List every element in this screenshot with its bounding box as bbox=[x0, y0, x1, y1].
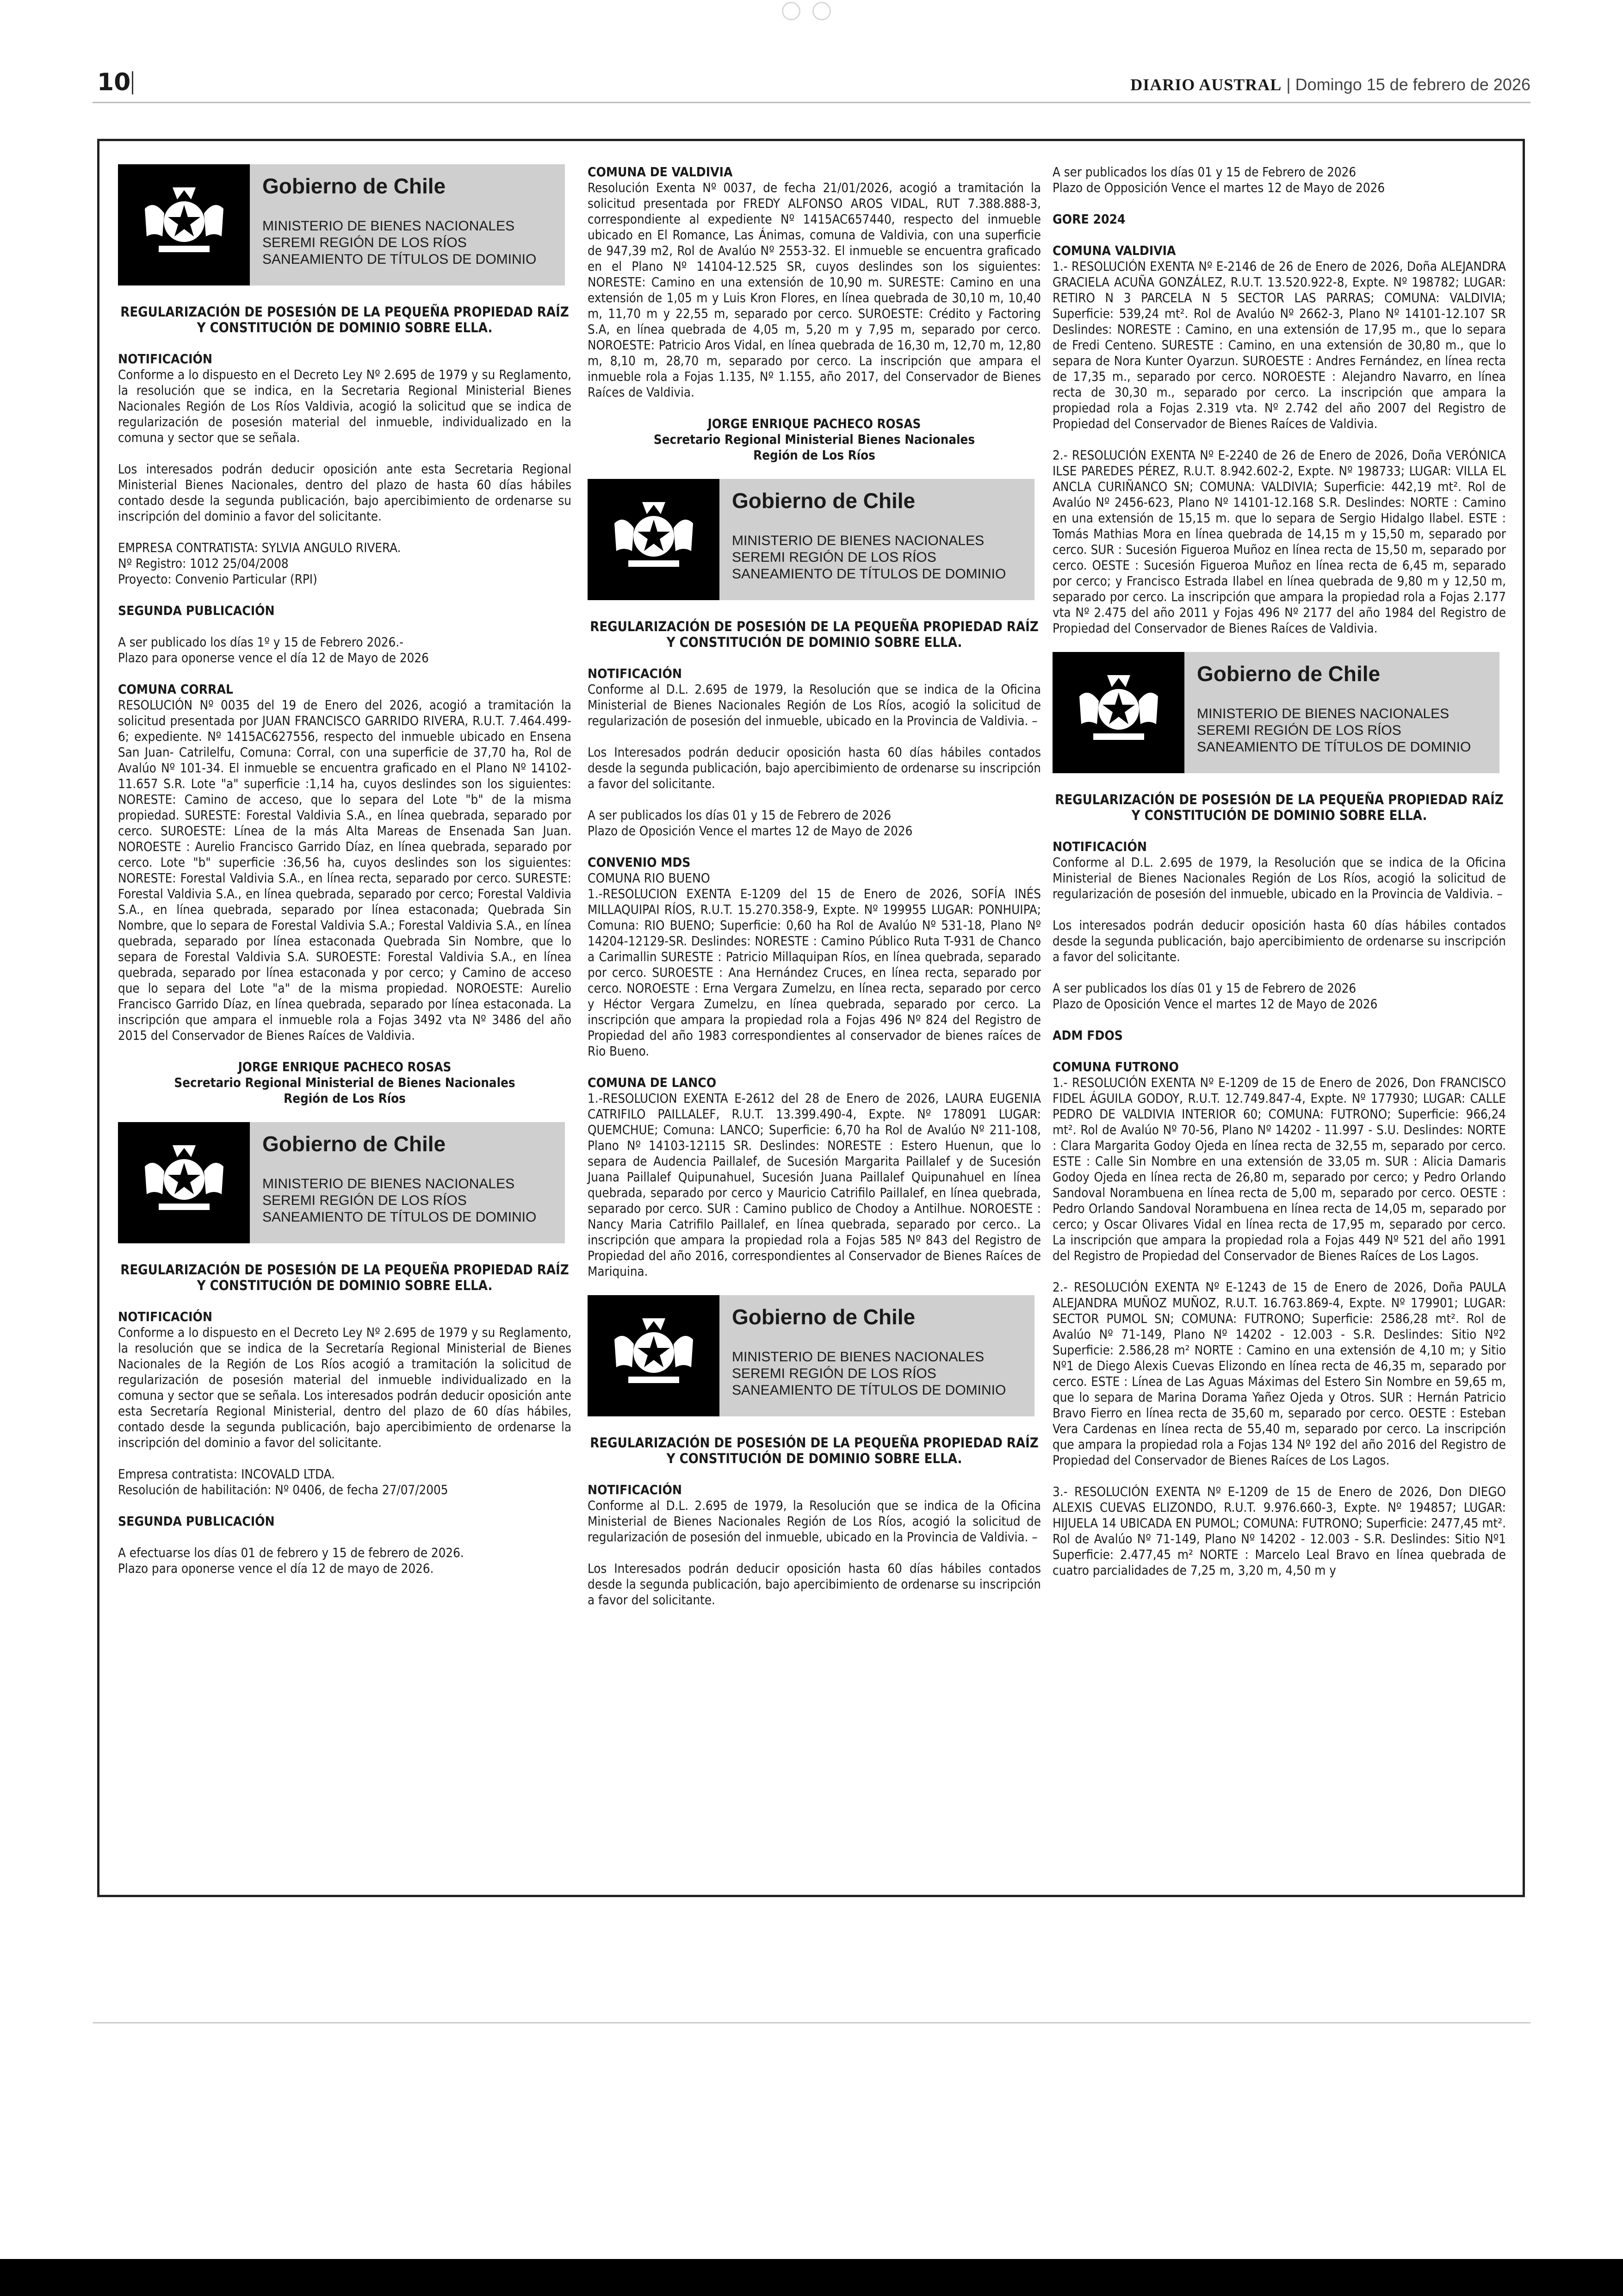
rio-bueno-resolution-text: 1.-RESOLUCION EXENTA E-1209 del 15 de Enero de 2026, SOFÍA INÉS MILLAQUIPAI RÍOS, R.U.T. 15.270.358-9, Expte. Nº 199955 LUGAR: PONHUIPA; Comuna: RIO BUENO; Superficie: 0,60 ha Rol de Avalúo Nº 531-18, Plano Nº 14204-12129-SR. Deslindes: NORESTE : Camino Público Ruta T-931 de Chanco a Carimallin SURESTE : Patricio Millaquipan Ríos, en línea quebrada, separado por cerco. SUROESTE : Ana Hernández Cruces, en línea recta, separado por cerco. NOROESTE : Erna Vergara Zumelzu, en línea recta, separado por cerco y Héctor Vergara Zumelzu, en línea quebrada, separado por cerco. La inscripción que ampara la propiedad rola a Fojas 496 Nº 824 del Registro de Propiedad del año 1983 correspondientes al conservador de bienes raíces de Rio Bueno. bbox=[588, 887, 1041, 1059]
edition-date: Domingo 15 de febrero de 2026 bbox=[1295, 75, 1530, 94]
valdivia-resolution-text: Resolución Exenta Nº 0037, de fecha 21/01/2026, acogió a tramitación la solicitud presentada por FREDY ALFONSO AROS VIDAL, RUT 7.388.888-3, correspondiente al expediente Nº 1415AC657440, respecto del inmueble ubicado en El Romance, Las Ánimas, comuna de Valdivia, con una superficie de 947,39 m2, Rol de Avalúo Nº 2553-32. El inmueble se encuentra graficado en el Plano Nº 14104-12.525 SR, cuyos deslindes son los siguientes: NORESTE: Camino en una extensión de 10,90 m. SURESTE: Camino en una extensión de 1,05 m y Luis Kron Flores, en línea quebrada de 30,10 m, 10,40 m, 11,70 m y 22,55 m, separado por cerco. SUROESTE: Crédito y Factoring S.A, en línea quebrada de 4,05 m, 5,20 m y 7,95 m, separado por cerco. NOROESTE: Patricio Aros Vidal, en línea quebrada de 16,30 m, 12,70 m, 12,80 m, 8,10 m, 28,70 m, separado por cerco. La inscripción que ampara el inmueble rola a Fojas 1.135, Nº 1.155, año 2017, del Conservador de Bienes Raíces de Valdivia. bbox=[588, 180, 1041, 400]
regularizacion-heading: REGULARIZACIÓN DE POSESIÓN DE LA PEQUEÑA PROPIEDAD RAÍZ Y CONSTITUCIÓN DE DOMINIO SOBRE ELLA. bbox=[590, 619, 1039, 650]
ministry-line: MINISTERIO DE BIENES NACIONALES bbox=[262, 218, 515, 234]
column-2 bbox=[588, 164, 1041, 1624]
saneamiento-line: SANEAMIENTO DE TÍTULOS DE DOMINIO bbox=[732, 566, 1006, 582]
publicados-line: A ser publicados los días 01 y 15 de Febrero de 2026 bbox=[1053, 165, 1357, 180]
regularizacion-heading: REGULARIZACIÓN DE POSESIÓN DE LA PEQUEÑA PROPIEDAD RAÍZ Y CONSTITUCIÓN DE DOMINIO SOBRE ELLA. bbox=[120, 1262, 569, 1293]
corral-resolution-text: RESOLUCIÓN Nº 0035 del 19 de Enero del 2026, acogió a tramitación la solicitud presentada por JUAN FRANCISCO GARRIDO RIVERA, R.U.T. 7.464.499-6; expediente. Nº 1415AC627556, respecto del inmueble ubicado en Ensena San Juan- Catrilelfu, Comuna: Corral, con una superficie de 37,70 ha, Rol de Avalúo Nº 101-34. El inmueble se encuentra graficado en el Plano Nº 14102-11.657 S.R. Lote "a" superficie :1,14 ha, cuyos deslindes son los siguientes: NORESTE: Camino de acceso, que lo separa del Lote "b" de la misma propiedad. SURESTE: Forestal Valdivia S.A., en línea quebrada, separado por cerco. SUROESTE: Línea de la más Alta Mareas de Ensenada San Juan. NOROESTE : Aurelio Francisco Garrido Díaz, en línea quebrada, separado por cerco. Lote "b" superficie :36,56 ha, cuyos deslindes son los siguientes: NORESTE: Forestal Valdivia S.A., en línea recta, separado por cerco. SURESTE: Forestal Valdivia S.A., en línea quebrada, separado por cerco; Forestal Valdivia S.A., en línea quebrada, separado por línea estaconada; Quebrada Sin Nombre, que lo separa de Forestal Valdivia S.A.; Forestal Valdivia S.A., en línea quebrada, separado por línea estaconada Quebrada Sin Nombre, que lo separa de Forestal Valdivia S.A. SUROESTE: Forestal Valdivia S.A., en línea quebrada, separado por línea estaconada y por cerco; y Camino de acceso que lo separa del Lote "a" de la misma propiedad. NOROESTE: Aurelio Francisco Garrido Díaz, en línea quebrada, separado por línea estaconada. La inscripción que ampara el inmueble rola a Fojas 3492 vta Nº 3486 del año 2015 del Conservador de Bienes Raíces de Valdivia. bbox=[118, 698, 571, 1043]
publicado-line: A efectuarse los días 01 de febrero y 15 de febrero de 2026. bbox=[118, 1545, 464, 1560]
gobierno-banner bbox=[1053, 652, 1499, 773]
empresa-line: EMPRESA CONTRATISTA: SYLVIA ANGULO RIVERA. bbox=[118, 540, 401, 555]
signatory-title: Secretario Regional Ministerial de Bienes Nacionales bbox=[174, 1075, 515, 1090]
oposicion-text: Los Interesados podrán deducir oposición hasta 60 días hábiles contados desde la segunda publicación, bajo apercibimiento de ordenarse su inscripción a favor del solicitante. bbox=[588, 1561, 1041, 1607]
gobierno-title: Gobierno de Chile bbox=[262, 1132, 446, 1156]
habilitacion-line: Resolución de habilitación: Nº 0406, de fecha 27/07/2005 bbox=[118, 1483, 448, 1497]
comuna-heading: COMUNA RIO BUENO bbox=[588, 870, 710, 886]
resolution-item: 3.- RESOLUCIÓN EXENTA Nº E-1209 de 15 de Enero de 2026, Don DIEGO ALEXIS CUEVAS ELIZONDO, R.U.T. 9.976.660-3, Expte. Nº 194857; LUGAR: HIJUELA 14 UBICADA EN PUMOL; COMUNA: FUTRONO; Superficie: 2477,45 mt². Rol de Avalúo Nº 71-149, Plano Nº 14202 - 12.003 - S.R. Deslindes: Sitio Nº1 Superficie: 2.477,45 m² NORTE : Marcelo Leal Bravo en línea quebrada de cuatro parcialidades de 7,25 m, 3,20 m, 4,50 m y bbox=[1053, 1484, 1506, 1578]
comuna-heading: COMUNA DE LANCO bbox=[588, 1075, 717, 1090]
gobierno-title: Gobierno de Chile bbox=[262, 174, 446, 198]
ministry-line: MINISTERIO DE BIENES NACIONALES bbox=[1197, 706, 1450, 721]
seremi-line: SEREMI REGIÓN DE LOS RÍOS bbox=[732, 550, 936, 565]
notificacion-heading: NOTIFICACIÓN bbox=[1053, 839, 1147, 854]
seremi-line: SEREMI REGIÓN DE LOS RÍOS bbox=[262, 1193, 467, 1208]
plazo-line: Plazo de Oposición Vence el martes 12 de Mayo de 2026 bbox=[588, 824, 913, 838]
notices-frame bbox=[97, 139, 1525, 1897]
gobierno-banner bbox=[118, 1122, 565, 1243]
page-number: 10 bbox=[97, 68, 131, 96]
convenio-heading: CONVENIO MDS bbox=[588, 855, 691, 870]
gobierno-banner bbox=[588, 1295, 1035, 1416]
notificacion-text: Conforme al D.L. 2.695 de 1979, la Resolución que se indica de la Oficina Ministerial de Bienes Nacionales Región de Los Ríos, acogió la solicitud de regularización de posesión del inmueble, ubicado en la Provincia de Valdivia. – bbox=[588, 682, 1041, 728]
comuna-heading: COMUNA CORRAL bbox=[118, 682, 234, 697]
plazo-line: Plazo para oponerse vence el día 12 de mayo de 2026. bbox=[118, 1561, 434, 1576]
saneamiento-line: SANEAMIENTO DE TÍTULOS DE DOMINIO bbox=[262, 252, 537, 267]
signature-block bbox=[588, 416, 1041, 463]
resolution-item: 1.- RESOLUCIÓN EXENTA Nº E-2146 de 26 de Enero de 2026, Doña ALEJANDRA GRACIELA ACUÑA GONZÁLEZ, R.U.T. 13.520.922-8, Expte. Nº 198782; LUGAR: RETIRO N 3 PARCELA N 5 SECTOR LAS PARRAS; COMUNA: VALDIVIA; Superficie: 539,24 mt². Rol de Avalúo Nº 2662-3, Plano Nº 14101-12.107 SR Deslindes: NORESTE : Camino, en una extensión de 17,95 m., que lo separa de Fredi Centeno. SURESTE : Camino, en una extensión de 30,80 m., que lo separa de Nora Kunter Oyarzun. SUROESTE : Andres Fernández, en línea recta de 17,35 m., separado por cerco. NOROESTE : Alejandro Navarro, en línea recta de 30,30 m., separado por cerco. La inscripción que ampara la propiedad rola a Fojas 2.319 vta. Nº 2.742 del año 2007 del Registro de Propiedad del Conservador de Bienes Raíces de Valdivia. bbox=[1053, 259, 1506, 431]
page-nav-dots bbox=[782, 2, 831, 20]
seremi-line: SEREMI REGIÓN DE LOS RÍOS bbox=[732, 1366, 936, 1381]
publicado-line: A ser publicado los días 1º y 15 de Febrero 2026.- bbox=[118, 635, 404, 650]
oposicion-text: Los interesados podrán deducir oposición ante esta Secretaria Regional Ministerial Bienes Nacionales, dentro del plazo de hasta 60 días hábiles contado desde la segunda publicación, bajo apercibimiento de ordenarse su inscripción del dominio a favor del solicitante. bbox=[118, 462, 571, 524]
signatory-title: Secretario Regional Ministerial Bienes Nacionales bbox=[653, 432, 975, 447]
resolution-item: 2.- RESOLUCIÓN EXENTA Nº E-1243 de 15 de Enero de 2026, Doña PAULA ALEJANDRA MUÑOZ MUÑOZ, R.U.T. 16.763.869-4, Expte. Nº 179901; LUGAR: SECTOR PUMOL SN; COMUNA: FUTRONO; Superficie: 2586,28 mt². Rol de Avalúo Nº 71-149, Plano Nº 14202 - 12.003 - S.R. Deslindes: Sitio Nº2 Superficie: 2.586,28 m² NORTE : Camino en una extensión de 4,10 m; y Sitio Nº1 de Diego Alexis Cuevas Elizondo en línea recta de 46,35 m, separado por cerco. ESTE : Línea de Las Aguas Máximas del Estero Sin Nombre en 59,65 m, que lo separa de Marina Dorama Yañez Ojeda y Otros. SUR : Hernán Patricio Bravo Fierro en línea recta de 35,60 m, separado por cerco. OESTE : Esteban Vera Cardenas en línea recta de 55,40 m, separado por cerco. La inscripción que ampara la propiedad rola a Fojas 134 Nº 192 del año 2016 del Registro de Propiedad del Conservador de Bienes Raíces de Los Lagos. bbox=[1053, 1280, 1506, 1468]
footer-rule bbox=[93, 2022, 1530, 2023]
publicados-line: A ser publicados los días 01 y 15 de Febrero de 2026 bbox=[588, 808, 892, 823]
lanco-resolution-text: 1.-RESOLUCION EXENTA E-2612 del 28 de Enero de 2026, LAURA EUGENIA CATRIFILO PAILLALEF, R.U.T. 13.399.490-4, Expte. Nº 178091 LUGAR: QUEMCHUE; Comuna: LANCO; Superficie: 6,70 ha Rol de Avalúo Nº 211-108, Plano Nº 14103-12115 SR. Deslindes: NORESTE : Estero Huenun, que lo separa de Audencia Paillalef, de Sucesión Margarita Paillalef y de Sucesión Juana Paillalef Quipunahuel, Sucesión Juana Paillalef Quipunahuel en línea quebrada, separado por cerco y Mauricio Catrifilo Paillalef, en línea quebrada, separado por cerco. SUR : Camino publico de Chodoy a Antilhue. NOROESTE : Nancy Maria Catrifilo Paillalef, en línea quebrada, separado por cerco.. La inscripción que ampara la propiedad rola a Fojas 585 Nº 843 del Registro de Propiedad del año 2016, correspondientes al Conservador de Bienes Raíces de Mariquina. bbox=[588, 1091, 1041, 1279]
notificacion-text: Conforme al D.L. 2.695 de 1979, la Resolución que se indica de la Oficina Ministerial de Bienes Nacionales Región de Los Ríos, acogió la solicitud de regularización de posesión del inmueble, ubicado en la Provincia de Valdivia. – bbox=[588, 1498, 1041, 1545]
chile-coat-of-arms-icon bbox=[140, 181, 228, 269]
column-3 bbox=[1053, 164, 1506, 1594]
notificacion-text: Conforme a lo dispuesto en el Decreto Ley Nº 2.695 de 1979 y su Reglamento, la resolución que se indica, en la Secretaria Regional Ministerial Bienes Nacionales Región de Los Ríos Valdivia, acogió la solicitud que se indica de regularización de posesión material del inmueble, individualizado en la comuna y sector que se señala. bbox=[118, 367, 571, 445]
ministry-line: MINISTERIO DE BIENES NACIONALES bbox=[262, 1176, 515, 1191]
program-heading: GORE 2024 bbox=[1053, 211, 1126, 227]
header-masthead: DIARIO AUSTRAL | Domingo 15 de febrero de 2026 bbox=[1130, 75, 1530, 94]
regularizacion-heading: REGULARIZACIÓN DE POSESIÓN DE LA PEQUEÑA PROPIEDAD RAÍZ Y CONSTITUCIÓN DE DOMINIO SOBRE ELLA. bbox=[590, 1435, 1039, 1466]
notificacion-heading: NOTIFICACIÓN bbox=[588, 1482, 682, 1497]
gobierno-subtitle bbox=[1197, 706, 1471, 756]
chile-coat-of-arms-icon bbox=[610, 1312, 698, 1400]
ministry-line: MINISTERIO DE BIENES NACIONALES bbox=[732, 533, 985, 548]
gobierno-title: Gobierno de Chile bbox=[1197, 662, 1381, 686]
gobierno-banner bbox=[588, 479, 1035, 600]
segunda-publicacion-heading: SEGUNDA PUBLICACIÓN bbox=[118, 603, 275, 618]
proyecto-line: Proyecto: Convenio Particular (RPI) bbox=[118, 572, 317, 587]
page-header bbox=[93, 65, 1530, 103]
seremi-line: SEREMI REGIÓN DE LOS RÍOS bbox=[262, 235, 467, 250]
chile-coat-of-arms-icon bbox=[1075, 669, 1163, 757]
paper-name: DIARIO AUSTRAL bbox=[1130, 75, 1282, 94]
chile-coat-of-arms-icon bbox=[610, 496, 698, 583]
gobierno-subtitle bbox=[732, 533, 1006, 583]
plazo-line: Plazo de Oposición Vence el martes 12 de Mayo de 2026 bbox=[1053, 997, 1378, 1011]
notificacion-text: Conforme al D.L. 2.695 de 1979, la Resolución que se indica de la Oficina Ministerial de Bienes Nacionales Región de Los Ríos, acogió la solicitud de regularización de posesión del inmueble, ubicado en la Provincia de Valdivia. – bbox=[1053, 855, 1506, 901]
gobierno-subtitle bbox=[732, 1349, 1006, 1399]
regularizacion-heading: REGULARIZACIÓN DE POSESIÓN DE LA PEQUEÑA PROPIEDAD RAÍZ Y CONSTITUCIÓN DE DOMINIO SOBRE ELLA. bbox=[1055, 792, 1504, 823]
gobierno-title: Gobierno de Chile bbox=[732, 1305, 916, 1329]
notificacion-heading: NOTIFICACIÓN bbox=[118, 1309, 212, 1324]
gobierno-subtitle bbox=[262, 218, 536, 268]
signatory-name: JORGE ENRIQUE PACHECO ROSAS bbox=[707, 416, 921, 431]
gobierno-subtitle bbox=[262, 1176, 536, 1226]
chile-coat-of-arms-icon bbox=[140, 1139, 228, 1227]
notificacion-heading: NOTIFICACIÓN bbox=[588, 666, 682, 681]
comuna-heading: COMUNA DE VALDIVIA bbox=[588, 164, 733, 180]
gobierno-banner bbox=[118, 164, 565, 285]
publicados-line: A ser publicados los días 01 y 15 de Febrero de 2026 bbox=[1053, 981, 1357, 996]
seremi-line: SEREMI REGIÓN DE LOS RÍOS bbox=[1197, 723, 1401, 738]
comuna-heading: COMUNA FUTRONO bbox=[1053, 1059, 1179, 1074]
column-1 bbox=[118, 164, 571, 1592]
signatory-name: JORGE ENRIQUE PACHECO ROSAS bbox=[238, 1060, 452, 1074]
resolution-item: 1.- RESOLUCIÓN EXENTA Nº E-1209 de 15 de Enero de 2026, Don FRANCISCO FIDEL ÁGUILA GODOY, R.U.T. 12.749.847-4, Expte. Nº 177930; LUGAR: CALLE PEDRO DE VALDIVIA INTERIOR 60; COMUNA: FUTRONO; Superficie: 966,24 mt². Rol de Avalúo Nº 70-56, Plano Nº 14202 - 11.997 - S.U. Deslindes: NORTE : Clara Margarita Godoy Ojeda en línea recta de 32,55 m, separado por cerco. ESTE : Calle Sin Nombre en una extensión de 33,05 m. SUR : Alicia Damaris Godoy Ojeda en línea recta de 26,80 m, separado por cerco; y Pedro Orlando Sandoval Norambuena en línea recta de 5,00 m, separado por cerco. OESTE : Pedro Orlando Sandoval Norambuena en línea recta de 14,05 m, separado por cerco; y Oscar Olivares Vidal en línea recta de 17,95 m, separado por cerco. La inscripción que ampara la propiedad rola a Fojas 449 Nº 521 del año 1991 del Registro de Propiedad del Conservador de Bienes Raíces de Los Lagos. bbox=[1053, 1075, 1506, 1263]
ministry-line: MINISTERIO DE BIENES NACIONALES bbox=[732, 1349, 985, 1365]
signature-block bbox=[118, 1059, 571, 1106]
gobierno-title: Gobierno de Chile bbox=[732, 489, 916, 513]
plazo-line: Plazo de Opposición Vence el martes 12 de Mayo de 2026 bbox=[1053, 180, 1385, 195]
signatory-region: Región de Los Ríos bbox=[284, 1091, 406, 1106]
nav-prev-dot[interactable] bbox=[782, 2, 800, 20]
notificacion-text: Conforme a lo dispuesto en el Decreto Ley Nº 2.695 de 1979 y su Reglamento, la resolución que se indica de la Secretaría Regional Ministerial de Bienes Nacionales de la Región de Los Ríos acogió a tramitación la solicitud de regularización de posesión material del inmueble individualizado en la comuna y sector que se señala. Los interesados podrán deducir oposición ante esta Secretaría Regional Ministerial, dentro del plazo de 60 días hábiles, contado desde la segunda publicación, bajo apercibimiento de ordenarse la inscripción del dominio a favor del solicitante. bbox=[118, 1325, 571, 1450]
viewer-bottom-bar bbox=[0, 2259, 1623, 2296]
plazo-line: Plazo para oponerse vence el día 12 de Mayo de 2026 bbox=[118, 651, 429, 665]
saneamiento-line: SANEAMIENTO DE TÍTULOS DE DOMINIO bbox=[262, 1210, 537, 1225]
signatory-region: Región de Los Ríos bbox=[753, 448, 875, 463]
oposicion-text: Los Interesados podrán deducir oposición hasta 60 días hábiles contados desde la segunda publicación, bajo apercibimiento de ordenarse su inscripción a favor del solicitante. bbox=[588, 745, 1041, 791]
segunda-publicacion-heading: SEGUNDA PUBLICACIÓN bbox=[118, 1514, 275, 1529]
page-number-divider bbox=[132, 71, 133, 94]
saneamiento-line: SANEAMIENTO DE TÍTULOS DE DOMINIO bbox=[732, 1383, 1006, 1398]
comuna-heading: COMUNA VALDIVIA bbox=[1053, 243, 1176, 258]
oposicion-text: Los interesados podrán deducir oposición hasta 60 días hábiles contados desde la segunda publicación, bajo apercibimiento de ordenarse su inscripción a favor del solicitante. bbox=[1053, 918, 1506, 964]
program-heading: ADM FDOS bbox=[1053, 1028, 1123, 1043]
empresa-line: Empresa contratista: INCOVALD LTDA. bbox=[118, 1467, 335, 1482]
resolution-item: 2.- RESOLUCIÓN EXENTA Nº E-2240 de 26 de Enero de 2026, Doña VERÓNICA ILSE PAREDES PÉREZ, R.U.T. 8.942.602-2, Expte. Nº 198733; LUGAR: VILLA EL ANCLA CURIÑANCO SN; COMUNA: VALDIVIA; Superficie: 442,19 mt². Rol de Avalúo Nº 2456-623, Plano Nº 14101-12.168 S.R. Deslindes: NORTE : Camino en una extensión de 15,15 m. que lo separa de Sergio Hidalgo Ilabel. ESTE : Tomás Mathias Mora en línea quebrada de 14,15 m y 15,50 m, separado por cerco. SUR : Sucesión Figueroa Muñoz en línea recta de 15,50 m, separado por cerco. OESTE : Sucesión Figueroa Muñoz en línea recta de 6,45 m, separado por cerco; y Francisco Estrada Ilabel en línea quebrada de 9,80 m y 12,50 m, separado por cerco. La inscripción que ampara la propiedad rola a Fojas 2.177 vta Nº 2.475 del año 2011 y Fojas 496 Nº 2177 del año 1984 del Registro de Propiedad del Conservador de Bienes Raíces de Valdivia. bbox=[1053, 448, 1506, 636]
notificacion-heading: NOTIFICACIÓN bbox=[118, 351, 212, 366]
saneamiento-line: SANEAMIENTO DE TÍTULOS DE DOMINIO bbox=[1197, 739, 1471, 755]
nav-next-dot[interactable] bbox=[812, 2, 831, 20]
regularizacion-heading: REGULARIZACIÓN DE POSESIÓN DE LA PEQUEÑA PROPIEDAD RAÍZ Y CONSTITUCIÓN DE DOMINIO SOBRE ELLA. bbox=[120, 304, 569, 335]
registro-line: Nº Registro: 1012 25/04/2008 bbox=[118, 556, 289, 571]
